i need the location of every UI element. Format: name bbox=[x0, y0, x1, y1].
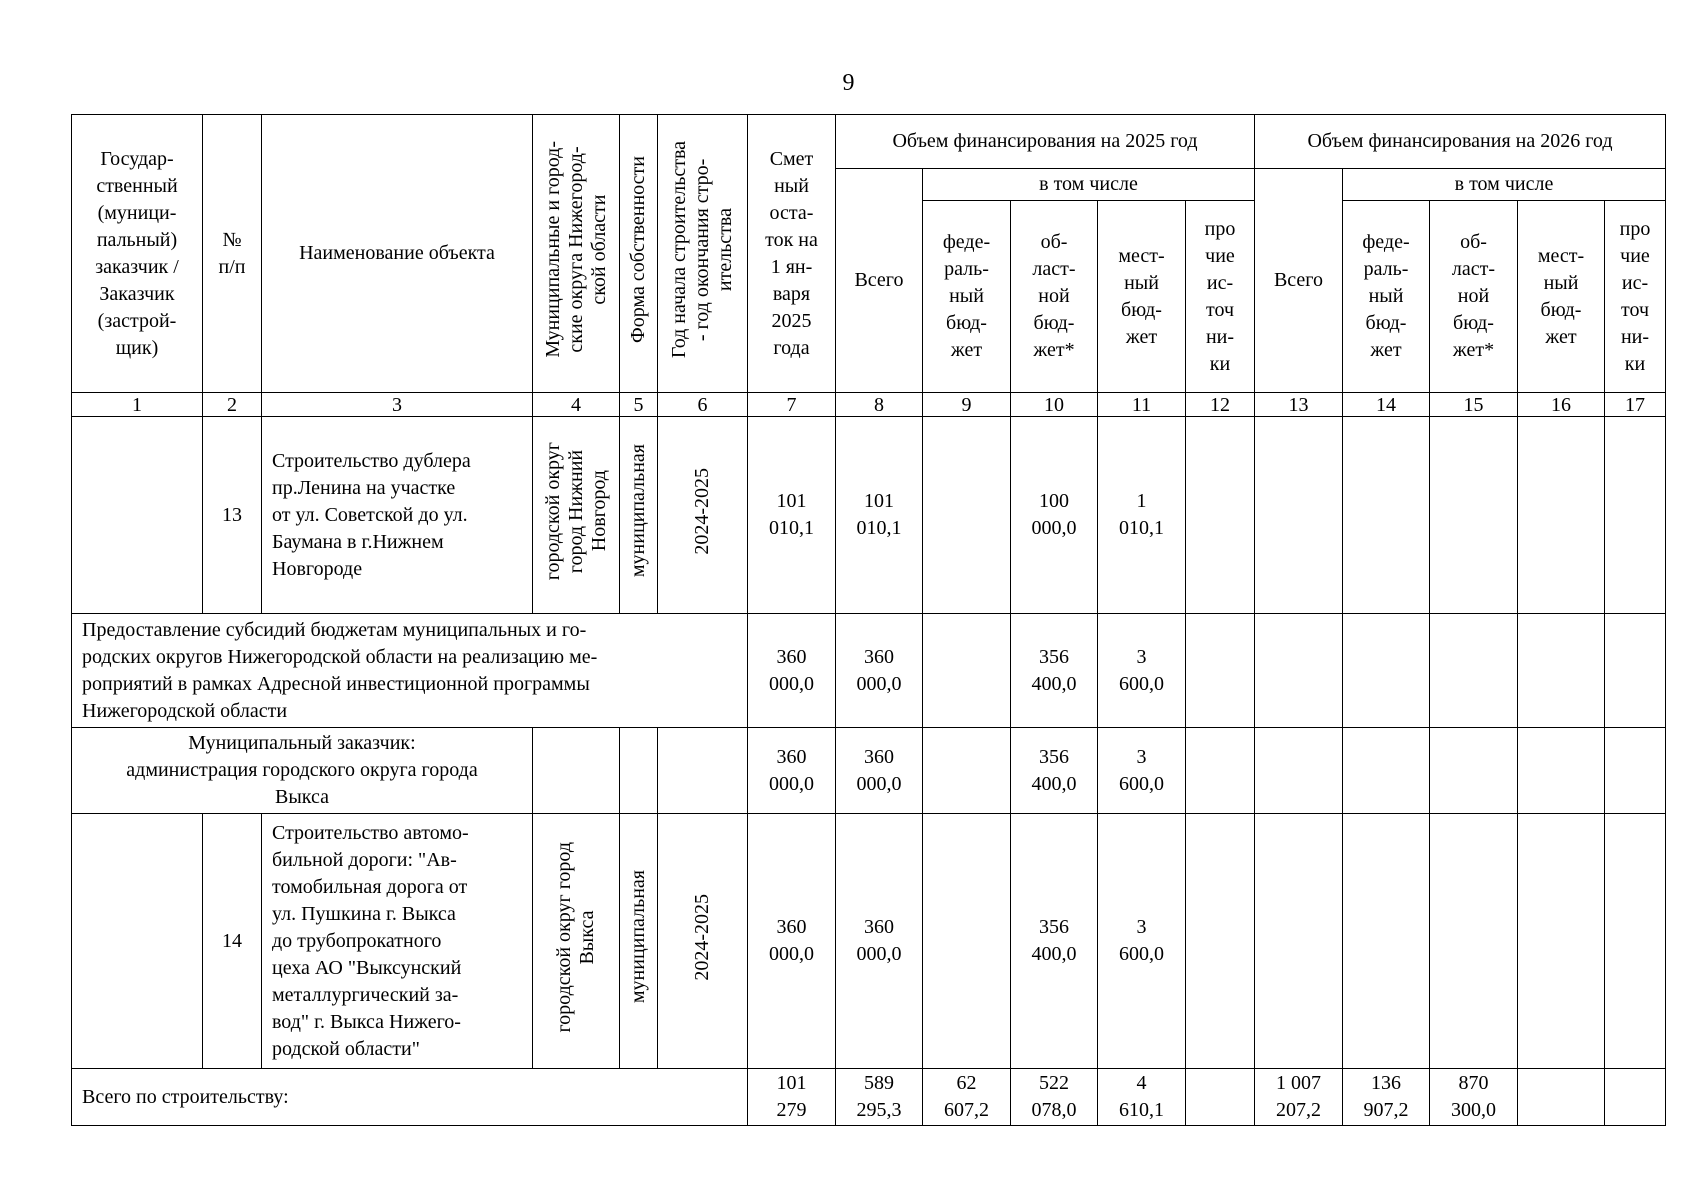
cell-remaining: 101 279 bbox=[748, 1069, 836, 1126]
column-number: 14 bbox=[1343, 393, 1430, 417]
header-local-2025: мест- ный бюд- жет bbox=[1098, 201, 1186, 393]
cell-years bbox=[658, 728, 748, 814]
cell-federal-2025 bbox=[923, 814, 1011, 1069]
cell-total-2026 bbox=[1255, 614, 1343, 728]
cell-local-2026 bbox=[1518, 728, 1605, 814]
construction-financing-table bbox=[71, 114, 1666, 1126]
column-number: 10 bbox=[1011, 393, 1098, 417]
cell-other-2025 bbox=[1186, 728, 1255, 814]
grand-total-row bbox=[72, 1069, 1666, 1126]
cell-regional-2026 bbox=[1430, 614, 1518, 728]
header-total-2025: Всего bbox=[836, 169, 923, 393]
cell-total-2026 bbox=[1255, 417, 1343, 614]
cell-ownership bbox=[620, 814, 658, 1069]
cell-remaining: 360 000,0 bbox=[748, 614, 836, 728]
cell-local-2025: 3 600,0 bbox=[1098, 728, 1186, 814]
cell-years bbox=[658, 417, 748, 614]
cell-federal-2026 bbox=[1343, 814, 1430, 1069]
header-financing-2025: Объем финансирования на 2025 год bbox=[836, 115, 1255, 169]
subsidy-label: Предоставление субсидий бюджетам муниципальных и го- родских округов Нижегородской области на реализацию ме- роприятий в рамках Адресной инвестиционной программы Нижегородской области bbox=[72, 614, 748, 728]
column-number: 2 bbox=[203, 393, 262, 417]
header-ownership bbox=[620, 115, 658, 393]
customer-row bbox=[72, 728, 1666, 814]
cell-total-2026 bbox=[1255, 728, 1343, 814]
cell-local-2025: 3 600,0 bbox=[1098, 814, 1186, 1069]
cell-district-text: городской округ город Нижний Новгород bbox=[541, 441, 610, 581]
cell-total-2026 bbox=[1255, 814, 1343, 1069]
cell-district-text: городской округ город Выкса bbox=[553, 841, 598, 1033]
cell-federal-2025 bbox=[923, 614, 1011, 728]
cell-ownership bbox=[620, 728, 658, 814]
column-number: 7 bbox=[748, 393, 836, 417]
column-number: 5 bbox=[620, 393, 658, 417]
header-customer: Государ- ственный (муници- пальный) заказчик / Заказчик (застрой- щик) bbox=[72, 115, 203, 393]
column-number: 8 bbox=[836, 393, 923, 417]
header-regional-2026: об- ласт- ной бюд- жет* bbox=[1430, 201, 1518, 393]
column-number: 3 bbox=[262, 393, 533, 417]
table-row-14 bbox=[72, 814, 1666, 1069]
cell-remaining: 360 000,0 bbox=[748, 728, 836, 814]
cell-regional-2026 bbox=[1430, 728, 1518, 814]
cell-ownership-text: муниципальная bbox=[627, 444, 649, 578]
cell-ownership bbox=[620, 417, 658, 614]
header-including-2025: в том числе bbox=[923, 169, 1255, 201]
column-number: 12 bbox=[1186, 393, 1255, 417]
cell-local-2026 bbox=[1518, 814, 1605, 1069]
header-federal-2025: феде- раль- ный бюд- жет bbox=[923, 201, 1011, 393]
header-ownership-text: Форма собственности bbox=[627, 156, 649, 343]
column-number: 15 bbox=[1430, 393, 1518, 417]
customer-label: Муниципальный заказчик: администрация городского округа города Выкса bbox=[72, 728, 533, 814]
cell-other-2026 bbox=[1605, 728, 1666, 814]
cell-years-text: 2024-2025 bbox=[691, 893, 713, 981]
table-row-13 bbox=[72, 417, 1666, 614]
cell-ownership-text: муниципальная bbox=[627, 870, 649, 1004]
cell-total-2025: 360 000,0 bbox=[836, 614, 923, 728]
column-number: 16 bbox=[1518, 393, 1605, 417]
cell-regional-2025: 100 000,0 bbox=[1011, 417, 1098, 614]
cell-local-2025: 1 010,1 bbox=[1098, 417, 1186, 614]
column-number: 11 bbox=[1098, 393, 1186, 417]
cell-regional-2025: 356 400,0 bbox=[1011, 614, 1098, 728]
header-years bbox=[658, 115, 748, 393]
cell-federal-2025: 62 607,2 bbox=[923, 1069, 1011, 1126]
cell-district bbox=[533, 728, 620, 814]
header-regional-2025: об- ласт- ной бюд- жет* bbox=[1011, 201, 1098, 393]
cell-object-name: Строительство автомо- бильной дороги: "Ав- томобильная дорога от ул. Пушкина г. Выкса до трубопрокатного цеха АО "Выксунский металлургический за- вод" г. Выкса Нижего- родской области" bbox=[262, 814, 533, 1069]
cell-other-2026 bbox=[1605, 814, 1666, 1069]
cell-federal-2025 bbox=[923, 728, 1011, 814]
header-district-text: Муниципальные и город- ские округа Нижегород- ской области bbox=[541, 141, 610, 358]
cell-regional-2026 bbox=[1430, 814, 1518, 1069]
header-district bbox=[533, 115, 620, 393]
header-federal-2026: феде- раль- ный бюд- жет bbox=[1343, 201, 1430, 393]
cell-remaining: 360 000,0 bbox=[748, 814, 836, 1069]
cell-district bbox=[533, 417, 620, 614]
header-total-2026: Всего bbox=[1255, 169, 1343, 393]
cell-federal-2026: 136 907,2 bbox=[1343, 1069, 1430, 1126]
header-other-2026: про чие ис- точ ни- ки bbox=[1605, 201, 1666, 393]
cell-customer bbox=[72, 814, 203, 1069]
cell-federal-2026 bbox=[1343, 417, 1430, 614]
cell-object-name: Строительство дублера пр.Ленина на участке от ул. Советской до ул. Баумана в г.Нижнем Новгороде bbox=[262, 417, 533, 614]
column-number: 9 bbox=[923, 393, 1011, 417]
header-years-text: Год начала строительства - год окончания стро- ительства bbox=[668, 140, 736, 359]
cell-local-2026 bbox=[1518, 614, 1605, 728]
cell-local-2025: 4 610,1 bbox=[1098, 1069, 1186, 1126]
column-number: 1 bbox=[72, 393, 203, 417]
cell-regional-2025: 356 400,0 bbox=[1011, 728, 1098, 814]
cell-total-2025: 360 000,0 bbox=[836, 814, 923, 1069]
cell-regional-2025: 356 400,0 bbox=[1011, 814, 1098, 1069]
header-other-2025: про чие ис- точ ни- ки bbox=[1186, 201, 1255, 393]
cell-other-2026 bbox=[1605, 1069, 1666, 1126]
cell-other-2026 bbox=[1605, 614, 1666, 728]
cell-federal-2026 bbox=[1343, 614, 1430, 728]
header-row-1 bbox=[72, 115, 1666, 169]
cell-regional-2025: 522 078,0 bbox=[1011, 1069, 1098, 1126]
cell-total-2026: 1 007 207,2 bbox=[1255, 1069, 1343, 1126]
header-remaining-estimate: Смет ный оста- ток на 1 ян- варя 2025 года bbox=[748, 115, 836, 393]
page-number: 9 bbox=[842, 70, 855, 96]
cell-local-2026 bbox=[1518, 417, 1605, 614]
cell-federal-2025 bbox=[923, 417, 1011, 614]
cell-number: 14 bbox=[203, 814, 262, 1069]
cell-regional-2026: 870 300,0 bbox=[1430, 1069, 1518, 1126]
cell-other-2025 bbox=[1186, 1069, 1255, 1126]
cell-years bbox=[658, 814, 748, 1069]
cell-customer bbox=[72, 417, 203, 614]
cell-federal-2026 bbox=[1343, 728, 1430, 814]
cell-other-2025 bbox=[1186, 417, 1255, 614]
cell-other-2025 bbox=[1186, 614, 1255, 728]
cell-other-2026 bbox=[1605, 417, 1666, 614]
cell-total-2025: 589 295,3 bbox=[836, 1069, 923, 1126]
grand-total-label: Всего по строительству: bbox=[72, 1069, 748, 1126]
cell-number: 13 bbox=[203, 417, 262, 614]
column-number: 17 bbox=[1605, 393, 1666, 417]
cell-total-2025: 101 010,1 bbox=[836, 417, 923, 614]
column-numbers-row bbox=[72, 393, 1666, 417]
cell-other-2025 bbox=[1186, 814, 1255, 1069]
header-including-2026: в том числе bbox=[1343, 169, 1666, 201]
cell-district bbox=[533, 814, 620, 1069]
cell-local-2025: 3 600,0 bbox=[1098, 614, 1186, 728]
header-number: № п/п bbox=[203, 115, 262, 393]
column-number: 13 bbox=[1255, 393, 1343, 417]
column-number: 4 bbox=[533, 393, 620, 417]
header-object-name: Наименование объекта bbox=[262, 115, 533, 393]
cell-remaining: 101 010,1 bbox=[748, 417, 836, 614]
header-financing-2026: Объем финансирования на 2026 год bbox=[1255, 115, 1666, 169]
cell-years-text: 2024-2025 bbox=[691, 467, 713, 555]
cell-regional-2026 bbox=[1430, 417, 1518, 614]
header-local-2026: мест- ный бюд- жет bbox=[1518, 201, 1605, 393]
cell-local-2026 bbox=[1518, 1069, 1605, 1126]
cell-total-2025: 360 000,0 bbox=[836, 728, 923, 814]
column-number: 6 bbox=[658, 393, 748, 417]
subsidy-row bbox=[72, 614, 1666, 728]
